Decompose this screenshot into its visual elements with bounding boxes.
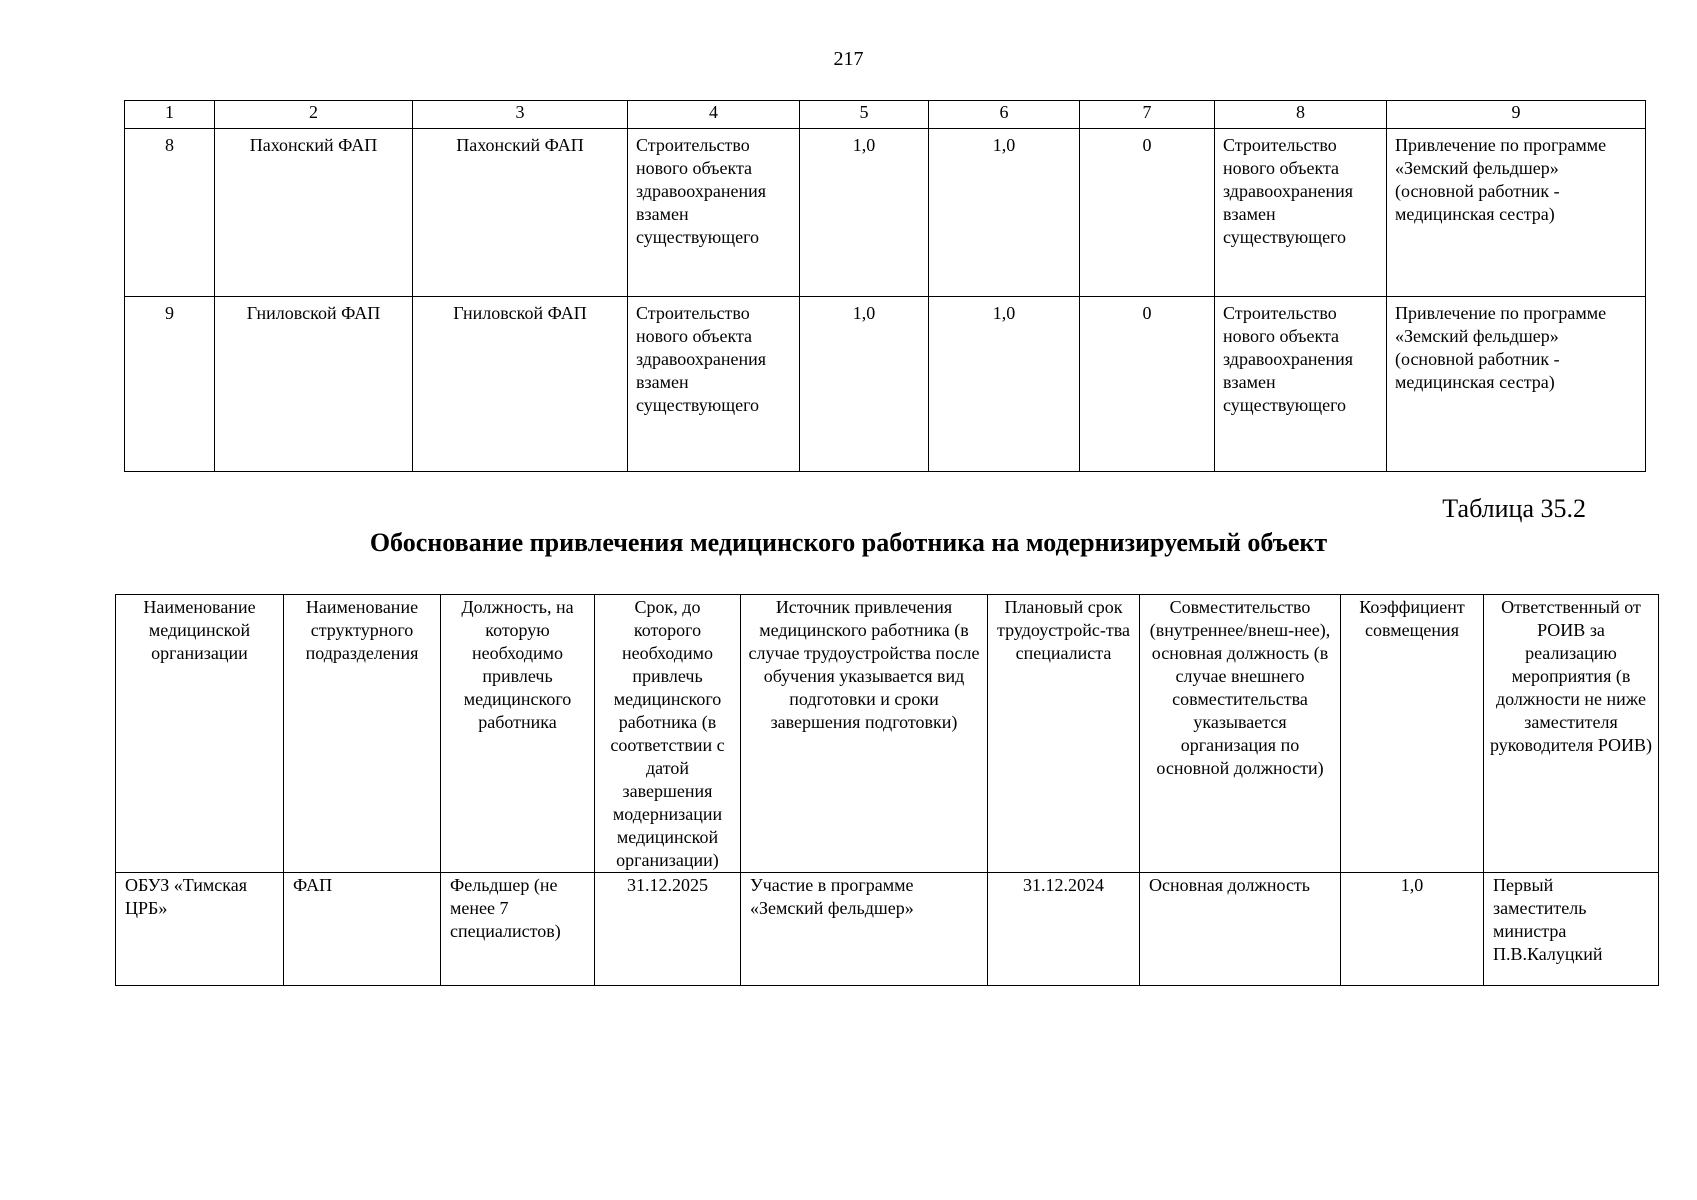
table-cell: Пахонский ФАП [413, 129, 628, 297]
column-header: 4 [628, 101, 800, 129]
column-header: Совместительство (внутреннее/внеш-нее), основная должность (в случае внешнего совместительства указывается организация по основной должности) [1140, 595, 1341, 873]
column-header: Источник привлечения медицинского работника (в случае трудоустройства после обучения указывается вид подготовки и сроки завершения подготовки) [741, 595, 988, 873]
table-cell: Основная должность [1140, 873, 1341, 986]
column-header: 5 [800, 101, 929, 129]
table-cell: Гниловской ФАП [413, 297, 628, 472]
table-cell: 9 [125, 297, 215, 472]
table-cell: Привлечение по программе «Земский фельдшер» (основной работник - медицинская сестра) [1387, 297, 1646, 472]
column-header: Должность, на которую необходимо привлечь медицинского работника [441, 595, 595, 873]
table-cell: 1,0 [1341, 873, 1484, 986]
column-header: 1 [125, 101, 215, 129]
column-header: Срок, до которого необходимо привлечь медицинского работника (в соответствии с датой завершения модернизации медицинской организации) [595, 595, 741, 873]
page-number: 217 [833, 48, 864, 70]
table-title: Обоснование привлечения медицинского работника на модернизируемый объект [369, 528, 1328, 557]
table-cell: Гниловской ФАП [215, 297, 413, 472]
column-header: 6 [929, 101, 1080, 129]
table-row [125, 129, 1646, 297]
table-row [125, 297, 1646, 472]
column-header: 3 [413, 101, 628, 129]
column-header: 2 [215, 101, 413, 129]
table-cell: Фельдшер (не менее 7 специалистов) [441, 873, 595, 986]
column-header: Коэффициент совмещения [1341, 595, 1484, 873]
column-header: 9 [1387, 101, 1646, 129]
table-cell: 1,0 [929, 297, 1080, 472]
table-cell: 0 [1080, 297, 1215, 472]
table-cell: ФАП [284, 873, 441, 986]
table-cell: Пахонский ФАП [215, 129, 413, 297]
table-cell: Привлечение по программе «Земский фельдшер» (основной работник - медицинская сестра) [1387, 129, 1646, 297]
table-cell: Строительство нового объекта здравоохранения взамен существующего [628, 297, 800, 472]
table-caption: Таблица 35.2 [1442, 494, 1586, 523]
table-cell: Первый заместитель министра П.В.Калуцкий [1484, 873, 1659, 986]
table-cell: 31.12.2025 [595, 873, 741, 986]
table-cell: Участие в программе «Земский фельдшер» [741, 873, 988, 986]
table-cell: 1,0 [929, 129, 1080, 297]
table-cell: 1,0 [800, 129, 929, 297]
table-cell: Строительство нового объекта здравоохранения взамен существующего [1215, 297, 1387, 472]
column-header: 8 [1215, 101, 1387, 129]
column-header: Ответственный от РОИВ за реализацию мероприятия (в должности не ниже заместителя руководителя РОИВ) [1484, 595, 1659, 873]
table-header-row [116, 595, 1659, 873]
table-header-row [125, 101, 1646, 129]
table-staff-justification [115, 594, 1659, 986]
column-header: Наименование медицинской организации [116, 595, 284, 873]
table-cell: Строительство нового объекта здравоохранения взамен существующего [1215, 129, 1387, 297]
table-row [116, 873, 1659, 986]
column-header: Плановый срок трудоустройс-тва специалиста [988, 595, 1140, 873]
column-header: Наименование структурного подразделения [284, 595, 441, 873]
table-cell: 1,0 [800, 297, 929, 472]
table-cell: ОБУЗ «Тимская ЦРБ» [116, 873, 284, 986]
table-cell: Строительство нового объекта здравоохранения взамен существующего [628, 129, 800, 297]
column-header: 7 [1080, 101, 1215, 129]
table-facilities [124, 100, 1646, 472]
table-cell: 8 [125, 129, 215, 297]
table-cell: 0 [1080, 129, 1215, 297]
table-cell: 31.12.2024 [988, 873, 1140, 986]
